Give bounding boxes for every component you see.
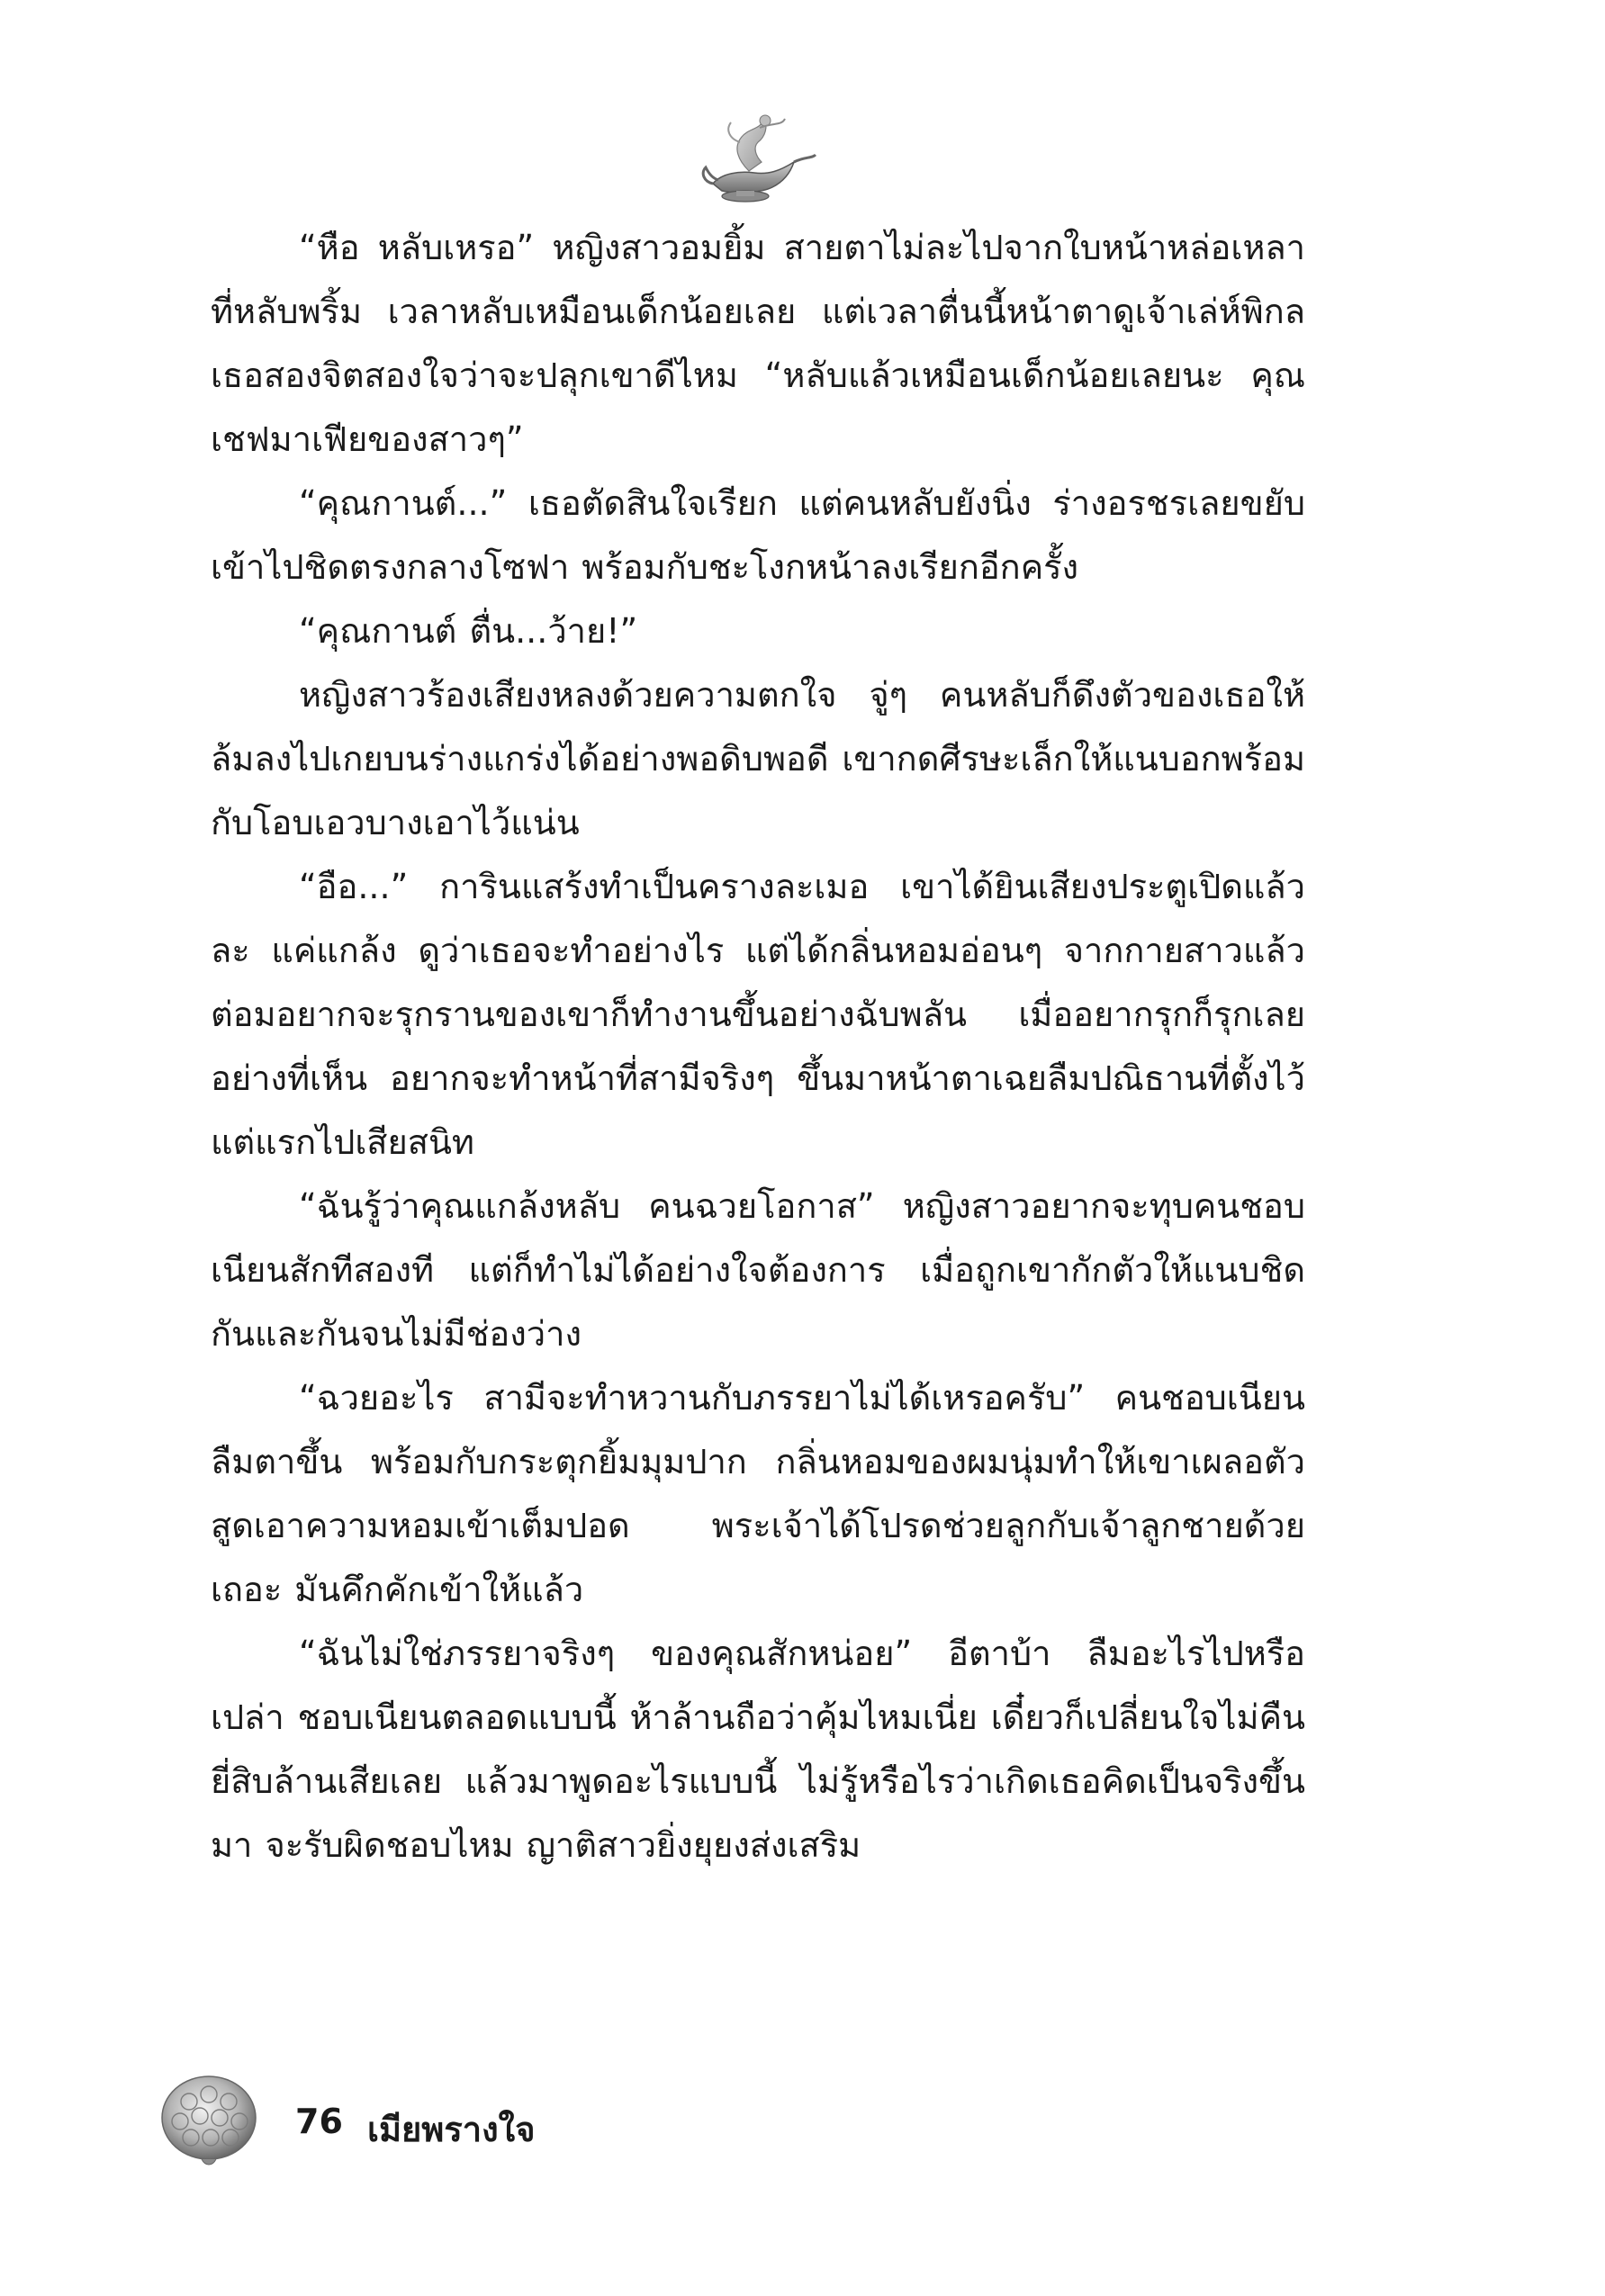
paragraph: “หือ หลับเหรอ” หญิงสาวอมยิ้ม สายตาไม่ละไปจากใบหน้าหล่อเหลาที่หลับพริ้ม เวลาหลับเหมือนเด็กน้อยเลย แต่เวลาตื่นนี้หน้าตาดูเจ้าเล่ห์พิกล เธอสองจิตสองใจว่าจะปลุกเขาดีไหม “หลับแล้วเหมือนเด็กน้อยเลยนะ คุณเชฟมาเฟียของสาวๆ” [211, 228, 1305, 459]
paragraph: “ฉันรู้ว่าคุณแกล้งหลับ คนฉวยโอกาส” หญิงสาวอยากจะทุบคนชอบเนียนสักทีสองที แต่ก็ทำไม่ได้อย่างใจต้องการ เมื่อถูกเขากักตัวให้แนบชิดกันและกันจนไม่มีช่องว่าง [211, 1186, 1305, 1354]
paragraph: “อือ...” การินแสร้งทำเป็นครางละเมอ เขาได้ยินเสียงประตูเปิดแล้วละ แค่แกล้ง ดูว่าเธอจะทำอย่างไร แต่ได้กลิ่นหอมอ่อนๆ จากกายสาวแล้วต่อมอยากจะรุกรานของเขาก็ทำงานขึ้นอย่างฉับพลัน เมื่ออยากรุกก็รุกเลยอย่างที่เห็น อยากจะทำหน้าที่สามีจริงๆ ขึ้นมาหน้าตาเฉยลืมปณิธานที่ตั้งไว้แต่แรกไปเสียสนิท [211, 867, 1305, 1162]
body-text [211, 216, 1305, 1877]
book-title: เมียพรางใจ [367, 2110, 536, 2149]
page-footer [153, 2066, 783, 2174]
flower-ornament-icon [153, 2066, 268, 2174]
paragraph: “ฉวยอะไร สามีจะทำหวานกับภรรยาไม่ได้เหรอครับ” คนชอบเนียนลืมตาขึ้น พร้อมกับกระตุกยิ้มมุมปาก กลิ่นหอมของผมนุ่มทำให้เขาเผลอตัวสูดเอาความหอมเข้าเต็มปอด พระเจ้าได้โปรดช่วยลูกกับเจ้าลูกชายด้วยเถอะ มันคึกคักเข้าให้แล้ว [211, 1378, 1305, 1609]
paragraph: “คุณกานต์...” เธอตัดสินใจเรียก แต่คนหลับยังนิ่ง ร่างอรชรเลยขยับเข้าไปชิดตรงกลางโซฟา พร้อมกับชะโงกหน้าลงเรียกอีกครั้ง [211, 483, 1305, 587]
paragraph: “คุณกานต์ ตื่น...ว้าย!” [299, 611, 638, 651]
page-number: 76 [295, 2102, 343, 2141]
genie-lamp-icon [686, 106, 821, 214]
paragraph: “ฉันไม่ใช่ภรรยาจริงๆ ของคุณสักหน่อย” อีตาบ้า ลืมอะไรไปหรือเปล่า ชอบเนียนตลอดแบบนี้ ห้าล้านถือว่าคุ้มไหมเนี่ย เดี๋ยวก็เปลี่ยนใจไม่คืนยี่สิบล้านเสียเลย แล้วมาพูดอะไรแบบนี้ ไม่รู้หรือไรว่าเกิดเธอคิดเป็นจริงขึ้นมา จะรับผิดชอบไหม ญาติสาวยิ่งยุยงส่งเสริม [211, 1634, 1305, 1865]
paragraph: หญิงสาวร้องเสียงหลงด้วยความตกใจ จู่ๆ คนหลับก็ดึงตัวของเธอให้ล้มลงไปเกยบนร่างแกร่งได้อย่างพอดิบพอดี เขากดศีรษะเล็กให้แนบอกพร้อมกับโอบเอวบางเอาไว้แน่น [211, 675, 1305, 842]
